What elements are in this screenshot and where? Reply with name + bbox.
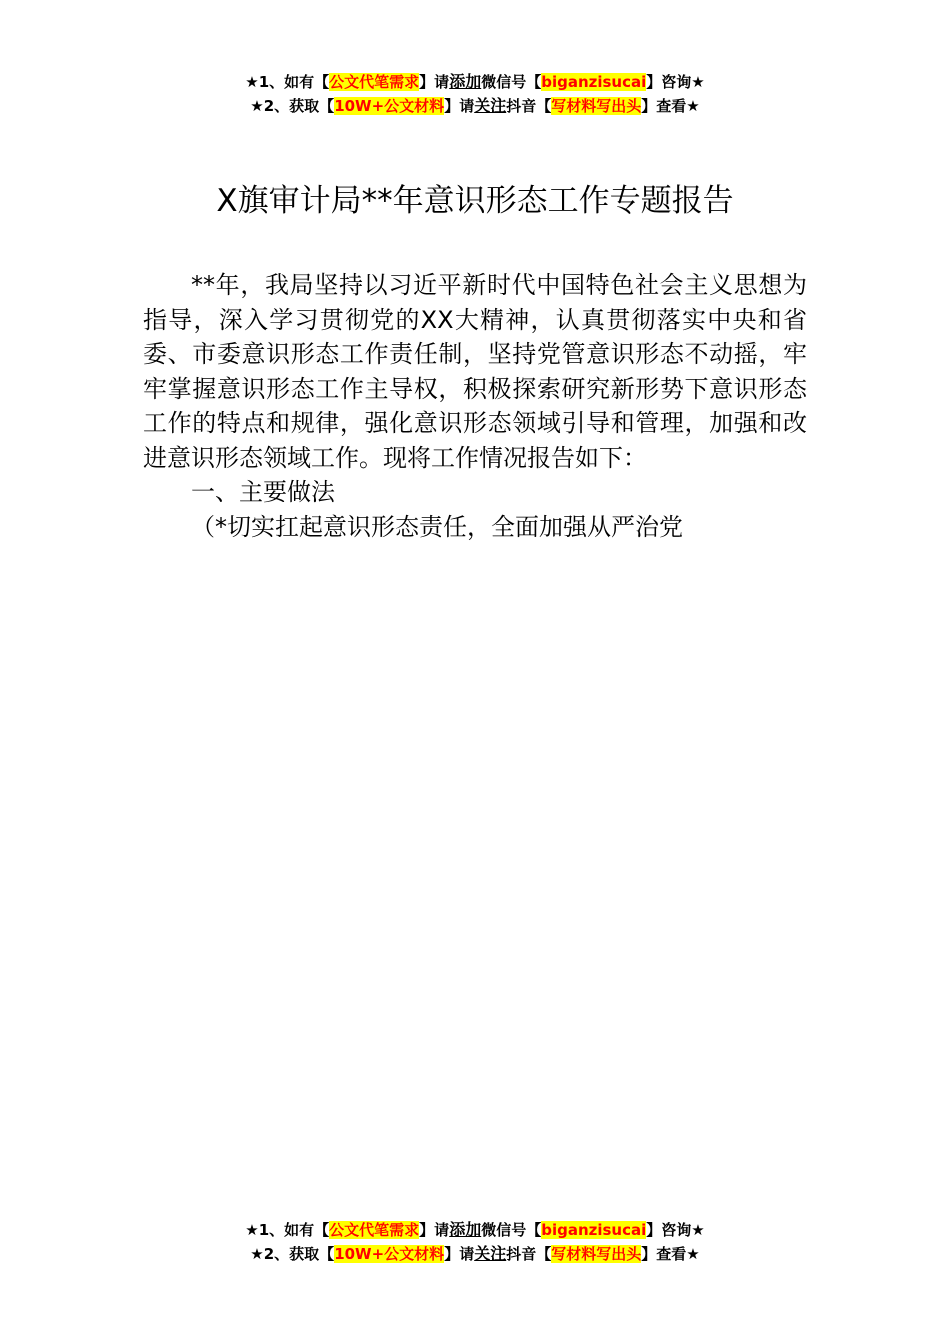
promo-line-1 [0, 70, 950, 94]
promo-text: 抖音【 [506, 1245, 552, 1263]
promo-highlight: 写材料写出头 [551, 97, 642, 115]
promo-text: ★2、获取【 [250, 1245, 335, 1263]
promo-text: 微信号【 [481, 1221, 542, 1239]
promo-underline: 添加 [449, 72, 482, 91]
promo-highlight: 10W+公文材料 [334, 97, 445, 115]
promo-line-2 [0, 1242, 950, 1266]
promo-text: 】查看★ [641, 97, 700, 115]
promo-text: ★1、如有【 [245, 1221, 330, 1239]
promo-underline: 关注 [474, 1244, 507, 1263]
promo-underline: 添加 [449, 1220, 482, 1239]
document-title: X旗审计局**年意识形态工作专题报告 [216, 183, 734, 219]
promo-highlight: 写材料写出头 [551, 1245, 642, 1263]
promo-line-1 [0, 1218, 950, 1242]
promo-text: 】咨询★ [646, 1221, 705, 1239]
document-body [143, 268, 807, 544]
promo-highlight: 10W+公文材料 [334, 1245, 445, 1263]
promo-text: 抖音【 [506, 97, 552, 115]
promo-line-2 [0, 94, 950, 118]
promo-highlight: 公文代笔需求 [329, 1221, 420, 1239]
promo-banner-bottom [0, 1218, 950, 1266]
promo-text: 】咨询★ [646, 73, 705, 91]
promo-text: 】请 [419, 73, 450, 91]
subsection-heading: （*切实扛起意识形态责任，全面加强从严治党 [191, 512, 683, 541]
promo-highlight: biganzisucai [541, 1221, 647, 1239]
promo-text: 】查看★ [641, 1245, 700, 1263]
promo-text: 微信号【 [481, 73, 542, 91]
intro-paragraph: **年，我局坚持以习近平新时代中国特色社会主义思想为指导，深入学习贯彻党的XX大精神，认真贯彻落实中央和省委、市委意识形态工作责任制，坚持党管意识形态不动摇，牢牢掌握意识形态工作主导权，积极探索研究新形势下意识形态工作的特点和规律，强化意识形态领域引导和管理，加强和改进意识形态领域工作。现将工作情况报告如下： [143, 271, 807, 472]
promo-text: ★1、如有【 [245, 73, 330, 91]
promo-text: ★2、获取【 [250, 97, 335, 115]
promo-text: 】请 [419, 1221, 450, 1239]
section-heading: 一、主要做法 [191, 478, 335, 506]
promo-banner-top [0, 70, 950, 118]
promo-highlight: 公文代笔需求 [329, 73, 420, 91]
promo-highlight: biganzisucai [541, 73, 647, 91]
promo-text: 】请 [444, 1245, 475, 1263]
promo-text: 】请 [444, 97, 475, 115]
promo-underline: 关注 [474, 96, 507, 115]
